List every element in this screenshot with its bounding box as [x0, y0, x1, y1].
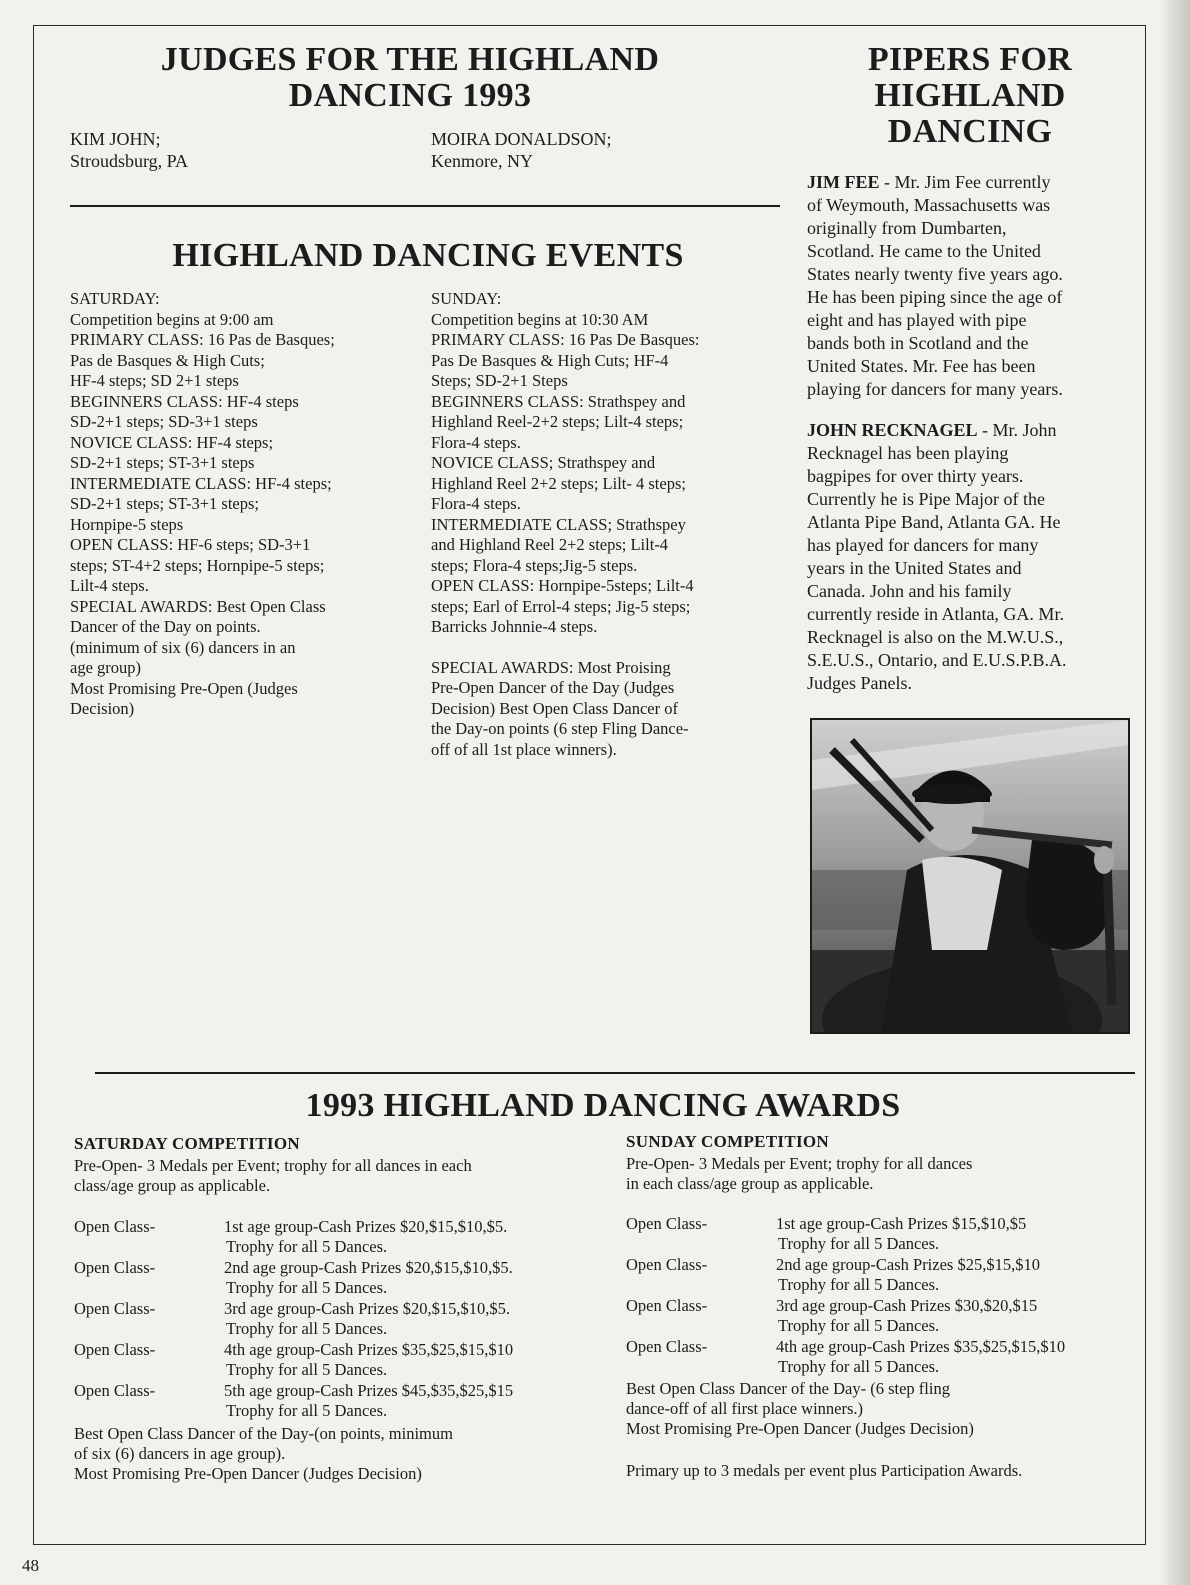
footer-line: dance-off of all first place winners.)	[626, 1399, 864, 1418]
bio-line: playing for dancers for many years.	[807, 379, 1063, 399]
event-line: HF-4 steps; SD 2+1 steps	[70, 371, 239, 390]
special-awards-line: the Day-on points (6 step Fling Dance-	[431, 719, 689, 738]
award-prize-line: 2nd age group-Cash Prizes $20,$15,$10,$5.	[224, 1258, 513, 1277]
event-line: SD-2+1 steps; SD-3+1 steps	[70, 412, 258, 431]
page-number: 48	[22, 1556, 39, 1575]
saturday-competition-heading: SATURDAY COMPETITION	[74, 1134, 300, 1153]
event-line: Steps; SD-2+1 Steps	[431, 371, 568, 390]
bio-line: currently reside in Atlanta, GA. Mr.	[807, 604, 1064, 624]
event-line: Highland Reel 2+2 steps; Lilt- 4 steps;	[431, 473, 686, 493]
award-class-label: Open Class-	[626, 1337, 708, 1356]
bio-line: Atlanta Pipe Band, Atlanta GA. He	[807, 512, 1061, 532]
award-class-label: Open Class-	[626, 1296, 708, 1315]
award-row	[626, 1255, 1146, 1295]
bagpiper-illustration	[812, 720, 1128, 1032]
award-class-label: Open Class-	[626, 1214, 708, 1233]
event-line: steps; Earl of Errol-4 steps; Jig-5 steps;	[431, 596, 691, 616]
event-line: (minimum of six (6) dancers in an	[70, 637, 296, 657]
event-line: age group)	[70, 658, 142, 677]
event-line: Flora-4 steps.	[431, 494, 521, 513]
saturday-events-column	[70, 289, 335, 720]
event-line: Most Promising Pre-Open (Judges	[70, 678, 298, 698]
footer-line: Most Promising Pre-Open Dancer (Judges Decision)	[74, 1464, 422, 1483]
event-line: SD-2+1 steps; ST-3+1 steps;	[70, 494, 259, 513]
spacer	[431, 638, 699, 658]
bio-line: JOHN RECKNAGEL - Mr. John	[807, 420, 1057, 440]
judge-name: MOIRA DONALDSON;	[431, 129, 612, 149]
footer-line: Best Open Class Dancer of the Day- (6 step fling	[626, 1379, 950, 1398]
award-prize-line: 4th age group-Cash Prizes $35,$25,$15,$10	[224, 1340, 514, 1359]
judges-title-line2: DANCING 1993	[288, 77, 532, 114]
award-prize-text	[776, 1337, 1065, 1377]
award-class-label: Open Class-	[74, 1258, 156, 1277]
award-trophy-line: Trophy for all 5 Dances.	[778, 1234, 940, 1253]
event-line: Competition begins at 9:00 am	[70, 309, 274, 329]
piper-name: JOHN RECKNAGEL	[807, 420, 978, 440]
event-line: SD-2+1 steps; ST-3+1 steps	[70, 453, 255, 472]
award-prize-line: 2nd age group-Cash Prizes $25,$15,$10	[776, 1255, 1040, 1274]
award-prize-line: 3rd age group-Cash Prizes $30,$20,$15	[776, 1296, 1038, 1315]
event-line: Highland Reel-2+2 steps; Lilt-4 steps;	[431, 412, 684, 431]
event-line: INTERMEDIATE CLASS; Strathspey	[431, 514, 686, 534]
award-prize-line: 1st age group-Cash Prizes $15,$10,$5	[776, 1214, 1027, 1233]
bio-line: Scotland. He came to the United	[807, 241, 1041, 261]
pipers-title-line3: DANCING	[887, 113, 1053, 150]
special-awards-line: SPECIAL AWARDS: Most Proising	[431, 657, 671, 677]
judges-title-line1: JUDGES FOR THE HIGHLAND	[160, 41, 660, 78]
bio-line: Canada. John and his family	[807, 581, 1012, 601]
sunday-competition-heading: SUNDAY COMPETITION	[626, 1132, 829, 1151]
bio-line: He has been piping since the age of	[807, 287, 1063, 307]
special-awards-line: Pre-Open Dancer of the Day (Judges	[431, 678, 675, 697]
event-line: Pas De Basques & High Cuts; HF-4	[431, 350, 669, 370]
event-line: SUNDAY:	[431, 289, 502, 308]
award-row	[74, 1258, 594, 1298]
award-row	[626, 1296, 1146, 1336]
special-awards-line: off of all 1st place winners).	[431, 739, 617, 759]
sunday-primary-note: Primary up to 3 medals per event plus Participation Awards.	[626, 1461, 1023, 1480]
bio-line: bands both in Scotland and the	[807, 333, 1029, 353]
judge-name: KIM JOHN;	[70, 129, 161, 149]
award-row	[626, 1337, 1146, 1377]
bio-line: originally from Dumbarten,	[807, 218, 1007, 238]
piper-bio-john-recknagel	[807, 419, 1067, 695]
footer-line: Most Promising Pre-Open Dancer (Judges Decision)	[626, 1419, 974, 1438]
award-trophy-line: Trophy for all 5 Dances.	[226, 1237, 388, 1256]
award-trophy-line: Trophy for all 5 Dances.	[226, 1278, 388, 1297]
event-line: NOVICE CLASS; Strathspey and	[431, 453, 656, 472]
judge-location: Stroudsburg, PA	[70, 151, 189, 171]
event-line: INTERMEDIATE CLASS: HF-4 steps;	[70, 473, 332, 493]
award-class-label: Open Class-	[74, 1340, 156, 1359]
event-line: NOVICE CLASS: HF-4 steps;	[70, 432, 274, 452]
award-prize-text	[224, 1381, 513, 1421]
bio-line: bagpipes for over thirty years.	[807, 466, 1024, 486]
award-class-label: Open Class-	[74, 1299, 156, 1318]
event-line: SPECIAL AWARDS: Best Open Class	[70, 596, 326, 616]
piper-bio-jim-fee	[807, 171, 1063, 401]
event-line: Hornpipe-5 steps	[70, 514, 184, 534]
page-edge-shadow	[1160, 0, 1190, 1585]
award-row	[74, 1217, 594, 1257]
bio-line: has played for dancers for many	[807, 535, 1039, 555]
award-prize-text	[224, 1258, 513, 1298]
award-trophy-line: Trophy for all 5 Dances.	[778, 1316, 940, 1335]
bio-line: eight and has played with pipe	[807, 310, 1027, 330]
award-prize-text	[776, 1255, 1040, 1295]
bio-line: years in the United States and	[807, 558, 1022, 578]
bio-line: Recknagel is also on the M.W.U.S.,	[807, 627, 1064, 647]
award-prize-line: 3rd age group-Cash Prizes $20,$15,$10,$5.	[224, 1299, 510, 1318]
footer-line: Best Open Class Dancer of the Day-(on points, minimum	[74, 1424, 453, 1443]
sunday-competition-intro	[626, 1154, 972, 1194]
event-line: OPEN CLASS: Hornpipe-5steps; Lilt-4	[431, 576, 694, 595]
award-prize-text	[224, 1299, 510, 1339]
event-line: PRIMARY CLASS: 16 Pas De Basques:	[431, 330, 700, 349]
award-prize-text	[776, 1296, 1037, 1336]
pipers-title	[835, 42, 1105, 150]
divider-rule	[95, 1072, 1135, 1074]
event-line: Pas de Basques & High Cuts;	[70, 350, 265, 370]
award-prize-line: 5th age group-Cash Prizes $45,$35,$25,$15	[224, 1381, 514, 1400]
event-line: SATURDAY:	[70, 289, 160, 308]
event-line: BEGINNERS CLASS: HF-4 steps	[70, 391, 299, 411]
pipers-title-line1: PIPERS FOR	[867, 41, 1073, 78]
award-trophy-line: Trophy for all 5 Dances.	[226, 1319, 388, 1338]
sunday-awards-footer	[626, 1379, 974, 1439]
award-class-label: Open Class-	[626, 1255, 708, 1274]
bio-line: Currently he is Pipe Major of the	[807, 489, 1045, 509]
intro-line: Pre-Open- 3 Medals per Event; trophy for all dances in each	[74, 1156, 472, 1175]
event-line: OPEN CLASS: HF-6 steps; SD-3+1	[70, 535, 311, 554]
award-prize-text	[776, 1214, 1026, 1254]
footer-line: of six (6) dancers in age group).	[74, 1444, 286, 1463]
judge-moira-donaldson	[431, 128, 612, 172]
award-trophy-line: Trophy for all 5 Dances.	[226, 1401, 388, 1420]
award-trophy-line: Trophy for all 5 Dances.	[778, 1357, 940, 1376]
award-trophy-line: Trophy for all 5 Dances.	[778, 1275, 940, 1294]
saturday-awards-footer	[74, 1424, 453, 1484]
saturday-competition-intro	[74, 1156, 472, 1196]
event-line: PRIMARY CLASS: 16 Pas de Basques;	[70, 330, 335, 349]
events-title: HIGHLAND DANCING EVENTS	[172, 237, 684, 274]
intro-line: Pre-Open- 3 Medals per Event; trophy for all dances	[626, 1154, 973, 1173]
event-line: Dancer of the Day on points.	[70, 617, 261, 636]
award-trophy-line: Trophy for all 5 Dances.	[226, 1360, 388, 1379]
bio-line: of Weymouth, Massachusetts was	[807, 195, 1051, 215]
event-line: Flora-4 steps.	[431, 432, 521, 452]
award-row	[74, 1381, 594, 1421]
intro-line: in each class/age group as applicable.	[626, 1174, 874, 1193]
intro-line: class/age group as applicable.	[74, 1176, 271, 1195]
award-row	[74, 1340, 594, 1380]
award-class-label: Open Class-	[74, 1381, 156, 1400]
judge-location: Kenmore, NY	[431, 151, 533, 171]
event-line: Competition begins at 10:30 AM	[431, 309, 649, 329]
event-line: BEGINNERS CLASS: Strathspey and	[431, 391, 686, 411]
award-prize-text	[224, 1340, 513, 1380]
event-line: and Highland Reel 2+2 steps; Lilt-4	[431, 535, 669, 554]
event-line: Lilt-4 steps.	[70, 576, 149, 595]
sunday-events-column	[431, 289, 699, 760]
pipers-title-line2: HIGHLAND	[874, 77, 1066, 114]
event-line: Decision)	[70, 699, 135, 718]
piper-name: JIM FEE	[807, 172, 880, 192]
bio-line: JIM FEE - Mr. Jim Fee currently	[807, 172, 1051, 192]
bio-line: S.E.U.S., Ontario, and E.U.S.P.B.A.	[807, 650, 1067, 670]
award-prize-line: 1st age group-Cash Prizes $20,$15,$10,$5.	[224, 1217, 508, 1236]
award-row	[74, 1299, 594, 1339]
judge-kim-john	[70, 128, 188, 172]
divider-rule	[70, 205, 780, 207]
award-prize-text	[224, 1217, 507, 1257]
bio-line: United States. Mr. Fee has been	[807, 356, 1036, 376]
event-line: steps; Flora-4 steps;Jig-5 steps.	[431, 555, 638, 575]
event-line: steps; ST-4+2 steps; Hornpipe-5 steps;	[70, 555, 325, 575]
bio-line: Judges Panels.	[807, 673, 912, 693]
event-line: Barricks Johnnie-4 steps.	[431, 617, 598, 636]
special-awards-line: Decision) Best Open Class Dancer of	[431, 698, 678, 718]
award-class-label: Open Class-	[74, 1217, 156, 1236]
judges-title	[90, 42, 730, 114]
award-prize-line: 4th age group-Cash Prizes $35,$25,$15,$10	[776, 1337, 1066, 1356]
piper-photo	[810, 718, 1130, 1034]
bio-line: States nearly twenty five years ago.	[807, 264, 1063, 284]
award-row	[626, 1214, 1146, 1254]
awards-title: 1993 HIGHLAND DANCING AWARDS	[305, 1087, 901, 1124]
bio-line: Recknagel has been playing	[807, 443, 1009, 463]
